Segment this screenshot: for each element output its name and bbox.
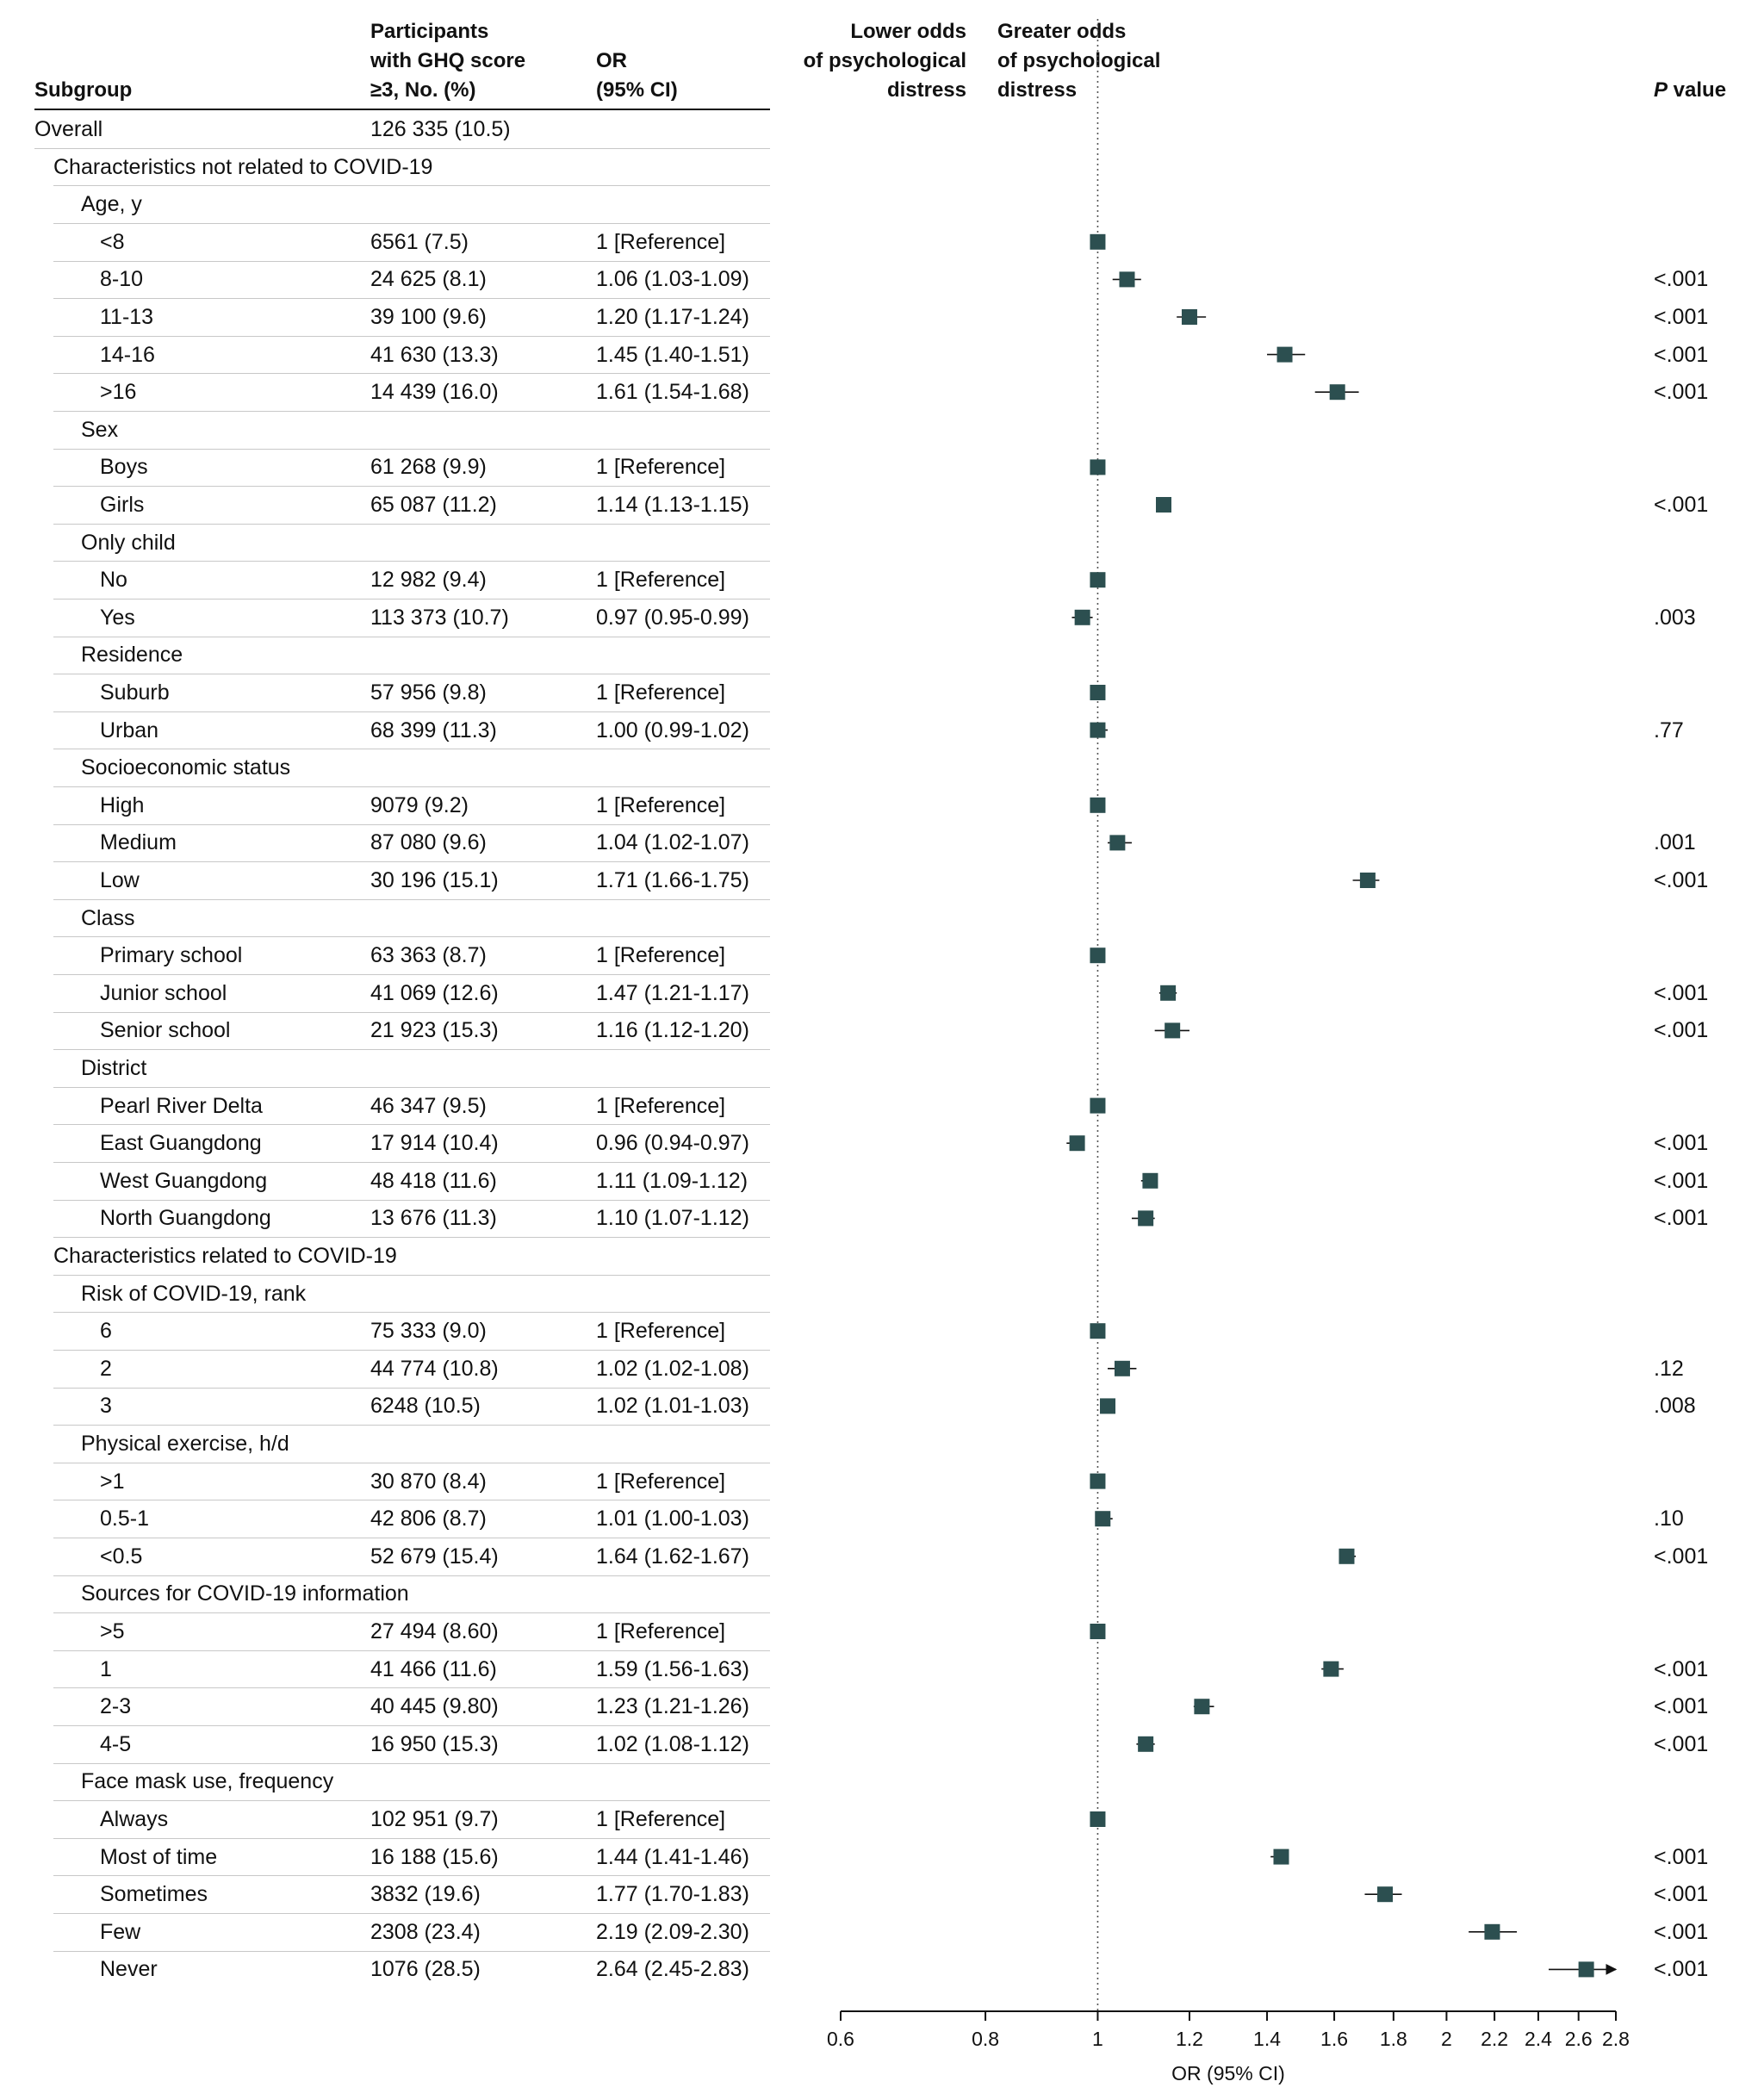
row-label: Face mask use, frequency	[81, 1769, 334, 1794]
row-or-ci: 1.61 (1.54-1.68)	[596, 380, 749, 405]
row-participants: 6248 (10.5)	[370, 1394, 481, 1419]
row-or-ci: 1 [Reference]	[596, 229, 726, 254]
row-participants: 41 630 (13.3)	[370, 342, 499, 367]
row-label: >5	[100, 1619, 125, 1643]
or-marker	[1090, 459, 1105, 475]
or-marker	[1090, 1474, 1105, 1489]
row-label: 2-3	[100, 1694, 132, 1719]
row-or-ci: 1.23 (1.21-1.26)	[596, 1694, 749, 1719]
row-or-ci: 1.20 (1.17-1.24)	[596, 305, 749, 329]
row-label: Urban	[100, 718, 159, 742]
or-marker	[1070, 1135, 1085, 1151]
row-p-value: .12	[1654, 1356, 1684, 1381]
x-tick-label: 1.4	[1253, 2028, 1282, 2050]
row-participants: 126 335 (10.5)	[370, 117, 511, 141]
x-tick-label: 0.6	[827, 2028, 854, 2050]
or-marker	[1090, 723, 1105, 738]
row-participants: 1076 (28.5)	[370, 1957, 481, 1982]
row-participants: 17 914 (10.4)	[370, 1131, 499, 1156]
row-participants: 65 087 (11.2)	[370, 493, 497, 517]
row-label: <0.5	[100, 1544, 143, 1569]
row-label: Never	[100, 1957, 158, 1982]
row-label: District	[81, 1056, 147, 1080]
row-label: East Guangdong	[100, 1131, 262, 1156]
or-marker	[1194, 1699, 1209, 1714]
row-p-value: .77	[1654, 718, 1684, 742]
header-lower-line1: Lower odds	[850, 20, 966, 43]
row-label: Yes	[100, 605, 135, 630]
header-p-italic: P	[1654, 78, 1668, 102]
row-label: 14-16	[100, 342, 155, 367]
x-tick-label: 2.8	[1602, 2028, 1630, 2050]
row-or-ci: 1.11 (1.09-1.12)	[596, 1168, 748, 1193]
row-or-ci: 2.19 (2.09-2.30)	[596, 1919, 749, 1944]
row-participants: 16 950 (15.3)	[370, 1731, 499, 1756]
row-participants: 13 676 (11.3)	[370, 1206, 497, 1231]
or-marker	[1377, 1886, 1393, 1902]
row-participants: 48 418 (11.6)	[370, 1168, 497, 1193]
row-or-ci: 1 [Reference]	[596, 680, 726, 705]
row-label: 1	[100, 1656, 112, 1681]
or-marker	[1339, 1549, 1354, 1564]
row-p-value: <.001	[1654, 1731, 1709, 1756]
row-p-value: .008	[1654, 1394, 1696, 1419]
or-marker	[1090, 1811, 1105, 1827]
row-participants: 68 399 (11.3)	[370, 718, 497, 742]
or-marker	[1484, 1924, 1500, 1940]
row-label: Pearl River Delta	[100, 1093, 263, 1118]
row-or-ci: 1 [Reference]	[596, 792, 726, 817]
row-or-ci: 0.97 (0.95-0.99)	[596, 605, 749, 630]
row-or-ci: 1.16 (1.12-1.20)	[596, 1018, 749, 1043]
x-tick-label: 1.2	[1175, 2028, 1203, 2050]
row-or-ci: 1.77 (1.70-1.83)	[596, 1882, 749, 1907]
row-participants: 2308 (23.4)	[370, 1919, 481, 1944]
row-p-value: <.001	[1654, 1882, 1709, 1907]
row-p-value: .001	[1654, 830, 1696, 855]
or-marker	[1323, 1662, 1339, 1677]
row-or-ci: 1.44 (1.41-1.46)	[596, 1844, 749, 1869]
header-participants-line3: ≥3, No. (%)	[370, 78, 476, 102]
row-p-value: <.001	[1654, 305, 1709, 329]
or-marker	[1115, 1361, 1130, 1376]
row-label: 0.5-1	[100, 1507, 149, 1532]
row-participants: 63 363 (8.7)	[370, 943, 487, 968]
or-marker	[1090, 1323, 1105, 1339]
x-tick-label: 1.8	[1379, 2028, 1407, 2050]
row-participants: 14 439 (16.0)	[370, 380, 499, 405]
row-or-ci: 1.06 (1.03-1.09)	[596, 267, 749, 292]
row-participants: 39 100 (9.6)	[370, 305, 487, 329]
row-participants: 9079 (9.2)	[370, 792, 469, 817]
row-p-value: <.001	[1654, 380, 1709, 405]
or-marker	[1090, 798, 1105, 813]
row-participants: 42 806 (8.7)	[370, 1507, 487, 1532]
x-tick-label: 1.6	[1320, 2028, 1349, 2050]
row-label: 3	[100, 1394, 112, 1419]
row-or-ci: 1.71 (1.66-1.75)	[596, 868, 749, 892]
x-tick-label: 2.6	[1564, 2028, 1593, 2050]
or-marker	[1100, 1398, 1115, 1413]
row-participants: 61 268 (9.9)	[370, 455, 487, 480]
row-label: 8-10	[100, 267, 144, 292]
row-p-value: <.001	[1654, 1656, 1709, 1681]
header-lower-line2: of psychological	[803, 49, 966, 72]
header-greater-line2: of psychological	[997, 49, 1161, 72]
row-participants: 87 080 (9.6)	[370, 830, 487, 855]
row-or-ci: 1.02 (1.01-1.03)	[596, 1394, 749, 1419]
row-participants: 75 333 (9.0)	[370, 1319, 487, 1344]
header-participants-line2: with GHQ score	[370, 49, 526, 72]
row-participants: 6561 (7.5)	[370, 229, 469, 254]
row-or-ci: 1 [Reference]	[596, 943, 726, 968]
row-participants: 113 373 (10.7)	[370, 605, 509, 630]
or-marker	[1165, 1022, 1180, 1038]
x-tick-label: 2	[1441, 2028, 1452, 2050]
row-label: North Guangdong	[100, 1206, 271, 1231]
row-label: Senior school	[100, 1018, 231, 1043]
row-label: Sex	[81, 417, 119, 442]
row-label: Socioeconomic status	[81, 755, 291, 780]
x-tick-label: 1	[1092, 2028, 1103, 2050]
or-marker	[1330, 384, 1345, 400]
row-label: High	[100, 792, 145, 817]
row-label: Characteristics related to COVID-19	[53, 1244, 397, 1268]
row-or-ci: 1.10 (1.07-1.12)	[596, 1206, 749, 1231]
or-marker	[1090, 234, 1105, 250]
or-marker	[1138, 1737, 1153, 1752]
row-label: Boys	[100, 455, 148, 480]
row-or-ci: 1.04 (1.02-1.07)	[596, 830, 749, 855]
row-or-ci: 1.14 (1.13-1.15)	[596, 493, 749, 517]
header-p-suffix: value	[1668, 78, 1727, 102]
header-or-line2: (95% CI)	[596, 78, 678, 102]
row-participants: 30 196 (15.1)	[370, 868, 499, 892]
row-label: Medium	[100, 830, 177, 855]
row-p-value: <.001	[1654, 1844, 1709, 1869]
or-marker	[1160, 985, 1176, 1001]
row-p-value: <.001	[1654, 1168, 1709, 1193]
or-marker	[1075, 610, 1090, 625]
or-marker	[1360, 873, 1376, 888]
row-p-value: <.001	[1654, 1018, 1709, 1043]
row-label: 2	[100, 1356, 112, 1381]
row-p-value: <.001	[1654, 342, 1709, 367]
row-participants: 102 951 (9.7)	[370, 1807, 499, 1831]
row-label: Age, y	[81, 192, 142, 217]
x-axis-label: OR (95% CI)	[1171, 2062, 1285, 2084]
row-or-ci: 1 [Reference]	[596, 1093, 726, 1118]
row-p-value: <.001	[1654, 1206, 1709, 1231]
row-label: Only child	[81, 530, 176, 555]
row-p-value: <.001	[1654, 1957, 1709, 1982]
header-greater-line1: Greater odds	[997, 20, 1127, 43]
row-label: Class	[81, 905, 135, 930]
row-or-ci: 2.64 (2.45-2.83)	[596, 1957, 749, 1982]
row-participants: 24 625 (8.1)	[370, 267, 487, 292]
row-label: Risk of COVID-19, rank	[81, 1281, 307, 1306]
row-label: Low	[100, 868, 140, 892]
row-label: 11-13	[100, 305, 154, 329]
row-participants: 57 956 (9.8)	[370, 680, 487, 705]
row-p-value: <.001	[1654, 1131, 1709, 1156]
row-label: Always	[100, 1807, 169, 1831]
row-p-value: <.001	[1654, 1919, 1709, 1944]
row-label: Primary school	[100, 943, 243, 968]
row-label: 4-5	[100, 1731, 132, 1756]
row-participants: 46 347 (9.5)	[370, 1093, 487, 1118]
row-label: <8	[100, 229, 125, 254]
row-participants: 21 923 (15.3)	[370, 1018, 499, 1043]
row-participants: 40 445 (9.80)	[370, 1694, 499, 1719]
row-or-ci: 1.47 (1.21-1.17)	[596, 980, 749, 1005]
or-marker	[1156, 497, 1171, 513]
row-p-value: <.001	[1654, 1694, 1709, 1719]
row-participants: 44 774 (10.8)	[370, 1356, 499, 1381]
header-subgroup: Subgroup	[34, 78, 133, 102]
header-greater-line3: distress	[997, 78, 1078, 102]
row-or-ci: 1.01 (1.00-1.03)	[596, 1507, 749, 1532]
row-or-ci: 1 [Reference]	[596, 568, 726, 593]
row-p-value: <.001	[1654, 868, 1709, 892]
or-marker	[1090, 685, 1105, 700]
row-label: >1	[100, 1469, 125, 1494]
row-label: Residence	[81, 643, 183, 668]
row-label: Suburb	[100, 680, 170, 705]
header-or-line1: OR	[596, 49, 627, 72]
or-marker	[1090, 1098, 1105, 1114]
row-or-ci: 1.00 (0.99-1.02)	[596, 718, 749, 742]
row-p-value: <.001	[1654, 1544, 1709, 1569]
row-participants: 12 982 (9.4)	[370, 568, 487, 593]
or-marker	[1090, 1624, 1105, 1639]
row-or-ci: 1.59 (1.56-1.63)	[596, 1656, 749, 1681]
row-p-value: .10	[1654, 1507, 1684, 1532]
or-marker	[1109, 835, 1125, 850]
row-label: Most of time	[100, 1844, 218, 1869]
row-participants: 41 466 (11.6)	[370, 1656, 497, 1681]
row-or-ci: 1.45 (1.40-1.51)	[596, 342, 749, 367]
row-label: Junior school	[100, 980, 227, 1005]
row-label: Characteristics not related to COVID-19	[53, 154, 433, 179]
row-participants: 16 188 (15.6)	[370, 1844, 499, 1869]
row-p-value: <.001	[1654, 980, 1709, 1005]
row-p-value: <.001	[1654, 267, 1709, 292]
x-tick-label: 0.8	[972, 2028, 1000, 2050]
row-participants: 3832 (19.6)	[370, 1882, 481, 1907]
row-or-ci: 1.02 (1.02-1.08)	[596, 1356, 749, 1381]
row-label: Physical exercise, h/d	[81, 1432, 289, 1456]
row-or-ci: 1.64 (1.62-1.67)	[596, 1544, 749, 1569]
header-participants-line1: Participants	[370, 20, 489, 43]
row-label: Girls	[100, 493, 145, 517]
or-marker	[1090, 572, 1105, 587]
or-marker	[1182, 309, 1197, 325]
or-marker	[1119, 271, 1134, 287]
or-marker	[1138, 1210, 1153, 1226]
or-marker	[1142, 1173, 1158, 1189]
row-label: >16	[100, 380, 137, 405]
or-marker	[1579, 1961, 1594, 1977]
or-marker	[1090, 947, 1105, 963]
row-label: Sometimes	[100, 1882, 208, 1907]
row-label: Few	[100, 1919, 141, 1944]
or-marker	[1277, 347, 1293, 363]
row-or-ci: 1 [Reference]	[596, 1807, 726, 1831]
row-label: Sources for COVID-19 information	[81, 1581, 409, 1606]
row-label: 6	[100, 1319, 112, 1344]
row-or-ci: 1 [Reference]	[596, 1319, 726, 1344]
header-lower-line3: distress	[886, 78, 966, 102]
row-participants: 52 679 (15.4)	[370, 1544, 499, 1569]
row-participants: 27 494 (8.60)	[370, 1619, 499, 1643]
or-marker	[1273, 1849, 1289, 1865]
row-label: No	[100, 568, 127, 593]
row-participants: 41 069 (12.6)	[370, 980, 499, 1005]
row-or-ci: 1 [Reference]	[596, 1619, 726, 1643]
row-label: West Guangdong	[100, 1168, 268, 1193]
x-tick-label: 2.4	[1524, 2028, 1552, 2050]
or-marker	[1095, 1511, 1110, 1526]
row-or-ci: 1 [Reference]	[596, 455, 726, 480]
row-label: Overall	[34, 117, 103, 141]
row-or-ci: 1.02 (1.08-1.12)	[596, 1731, 749, 1756]
row-p-value: <.001	[1654, 493, 1709, 517]
x-tick-label: 2.2	[1481, 2028, 1509, 2050]
row-p-value: .003	[1654, 605, 1696, 630]
row-participants: 30 870 (8.4)	[370, 1469, 487, 1494]
row-or-ci: 0.96 (0.94-0.97)	[596, 1131, 749, 1156]
row-or-ci: 1 [Reference]	[596, 1469, 726, 1494]
